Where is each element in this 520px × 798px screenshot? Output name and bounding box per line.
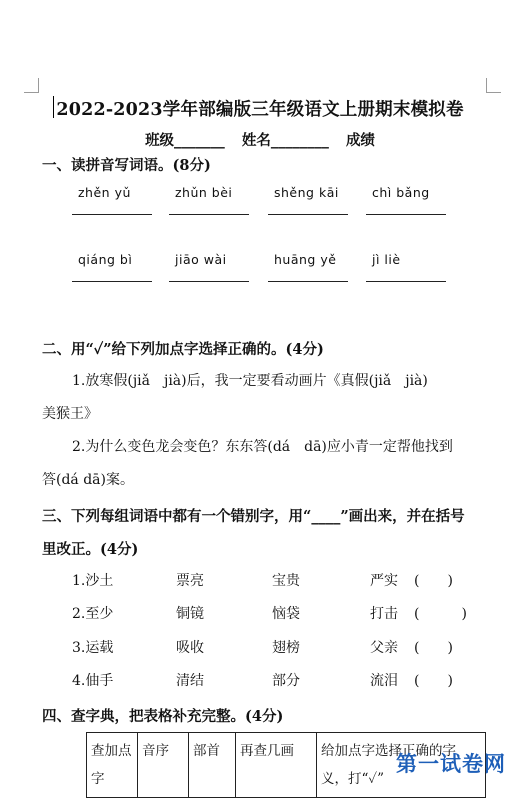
word[interactable]: 部分	[272, 673, 300, 689]
answer-line	[366, 281, 446, 282]
table-header-cell[interactable]: 音序	[138, 733, 189, 798]
pinyin-item[interactable]	[169, 185, 249, 215]
pinyin-item[interactable]	[72, 185, 152, 215]
word[interactable]: 吸收	[176, 640, 204, 656]
table-header-cell[interactable]: 部首	[189, 733, 236, 798]
answer-line	[169, 281, 249, 282]
word[interactable]: 清结	[176, 673, 204, 689]
score-label: 成绩	[345, 132, 375, 149]
pinyin-item[interactable]	[169, 252, 249, 282]
answer-line	[72, 281, 152, 282]
table-header-cell[interactable]: 给加点字选择正确的字义，打“✓”	[317, 733, 486, 798]
correction-blank[interactable]: ( )	[414, 606, 467, 622]
pinyin-text: chì bǎng	[372, 185, 430, 200]
answer-line	[72, 214, 152, 215]
question-text[interactable]: 1.放寒假(jiǎ jià)后，我一定要看动画片《真假(jiǎ jià)	[72, 373, 428, 389]
pinyin-item[interactable]	[366, 185, 446, 215]
pinyin-item[interactable]	[268, 252, 348, 282]
pinyin-text: shěng kāi	[274, 185, 339, 200]
word[interactable]: 严实	[370, 573, 398, 589]
question-text[interactable]: 美猴王》	[42, 406, 98, 422]
pinyin-item[interactable]	[268, 185, 348, 215]
word[interactable]: 3.运载	[72, 640, 114, 656]
section3-heading: 三、下列每组词语中都有一个错别字，用“____”画出来，并在括号	[42, 508, 465, 525]
section3-heading-cont: 里改正。(4分)	[42, 541, 139, 558]
margin-corner-left	[24, 78, 39, 93]
word[interactable]: 父亲	[370, 640, 398, 656]
word[interactable]: 铜镜	[176, 606, 204, 622]
word[interactable]: 1.沙土	[72, 573, 114, 589]
exam-title[interactable]: 2022-2023学年部编版三年级语文上册期末模拟卷	[56, 100, 464, 120]
pinyin-text: qiáng bì	[78, 252, 133, 267]
pinyin-item[interactable]	[366, 252, 446, 282]
word[interactable]: 2.至少	[72, 606, 114, 622]
correction-blank[interactable]: ( )	[414, 573, 453, 589]
section4-heading: 四、查字典，把表格补充完整。(4分)	[42, 708, 284, 725]
margin-corner-right	[486, 78, 501, 93]
question-text[interactable]: 答(dá dā)案。	[42, 472, 134, 488]
word-group-row	[72, 603, 492, 625]
pinyin-text: huāng yě	[274, 252, 337, 267]
answer-line	[366, 214, 446, 215]
pinyin-text: zhěn yǔ	[78, 185, 131, 200]
word-group-row	[72, 570, 492, 592]
answer-line	[169, 214, 249, 215]
section2-heading: 二、用“✓”给下列加点字选择正确的。(4分)	[42, 341, 324, 358]
question-text[interactable]: 2.为什么变色龙会变色？东东答(dá dā)应小青一定帮他找到	[72, 439, 453, 455]
word[interactable]: 翅榜	[272, 640, 300, 656]
table-header-cell[interactable]: 再查几画	[236, 733, 317, 798]
word[interactable]: 4.伷手	[72, 673, 114, 689]
name-field[interactable]: 姓名________	[241, 132, 329, 149]
word-group-row	[72, 637, 492, 659]
section1-heading: 一、读拼音写词语。(8分)	[42, 157, 211, 174]
word-group-row	[72, 670, 492, 692]
pinyin-item[interactable]	[72, 252, 152, 282]
word[interactable]: 宝贵	[272, 573, 300, 589]
table-header-cell[interactable]: 查加点字	[87, 733, 138, 798]
correction-blank[interactable]: ( )	[414, 673, 453, 689]
answer-line	[268, 214, 348, 215]
word[interactable]: 打击	[370, 606, 398, 622]
answer-line	[268, 281, 348, 282]
student-info-line	[0, 129, 520, 150]
word[interactable]: 票亮	[176, 573, 204, 589]
word[interactable]: 恼袋	[272, 606, 300, 622]
pinyin-text: jì liè	[372, 252, 401, 267]
class-field[interactable]: 班级_______	[145, 132, 225, 149]
pinyin-text: jiāo wài	[175, 252, 227, 267]
watermark-logo: 第一试卷网	[396, 752, 506, 776]
correction-blank[interactable]: ( )	[414, 640, 453, 656]
word[interactable]: 流泪	[370, 673, 398, 689]
pinyin-text: zhǔn bèi	[175, 185, 233, 200]
